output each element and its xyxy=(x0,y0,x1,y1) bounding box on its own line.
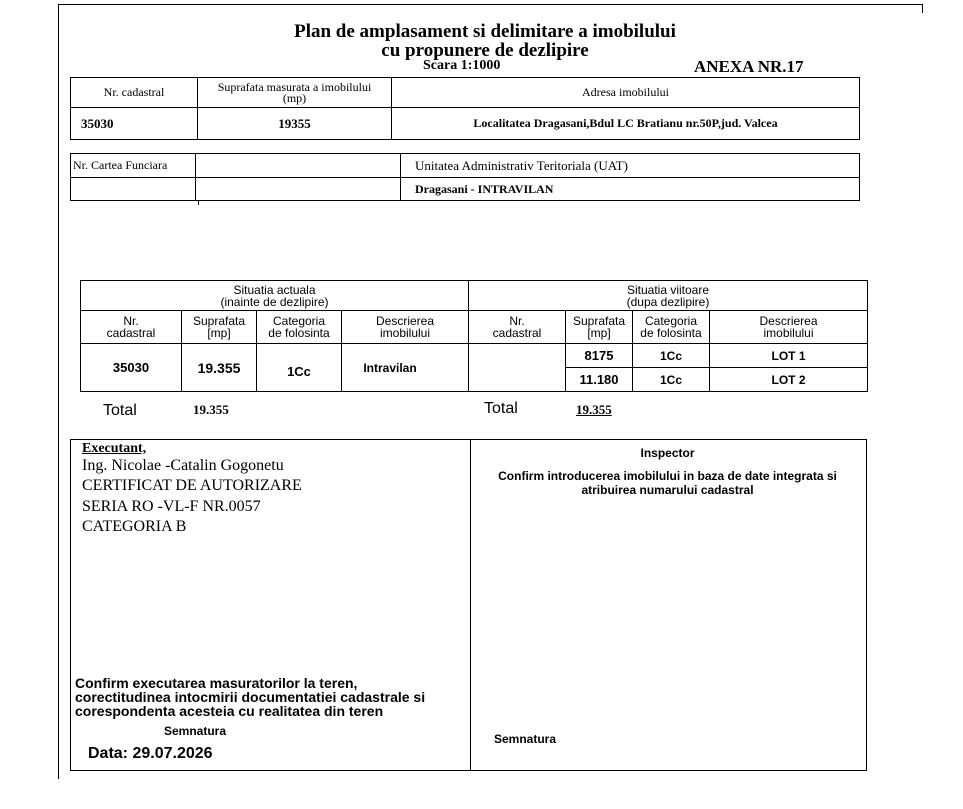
inspector-confirmation xyxy=(470,469,865,497)
executant-confirm-line2: corectitudinea intocmirii documentatiei cadastrale si xyxy=(75,689,426,705)
hdr-categoria-future xyxy=(633,311,710,344)
future-nr-cadastral-empty xyxy=(469,344,566,392)
situatia-viitoare-title: Situatia viitoare xyxy=(626,282,710,297)
suprafata-value: 19355 xyxy=(198,108,392,140)
carte-funciara-empty xyxy=(196,154,401,178)
nr-cadastral-value: 35030 xyxy=(71,108,198,140)
scale-label: Scara 1:1000 xyxy=(423,58,501,73)
future-lot2-categoria: 1Cc xyxy=(633,368,710,392)
title-line-1: Plan de amplasament si delimitare a imobilului xyxy=(294,21,676,42)
executant-label: Executant, xyxy=(82,441,147,456)
executant-confirm-line3: corespondenta acesteia cu realitatea din teren xyxy=(75,703,384,719)
executant-signature-label: Semnatura xyxy=(164,724,227,738)
hdr-suprafata-future xyxy=(566,311,633,344)
uat-label: Unitatea Administrativ Teritoriala (UAT) xyxy=(401,154,860,178)
future-lot1-categoria: 1Cc xyxy=(633,344,710,368)
executant-confirm-line1: Confirm executarea masuratorilor la teren, xyxy=(75,675,358,691)
actual-suprafata: 19.355 xyxy=(182,344,257,392)
col-suprafata-line2: (mp) xyxy=(282,90,307,105)
total-actual-value: 19.355 xyxy=(193,402,229,417)
situatia-actuala-title: Situatia actuala xyxy=(233,282,316,297)
hdr-desc-l2-f: imobilului xyxy=(763,326,814,340)
hdr-supr-l1-f: Suprafata xyxy=(572,314,626,328)
adresa-value: Localitatea Dragasani,Bdul LC Bratianu nr.50P,jud. Valcea xyxy=(392,108,860,140)
actual-descriere: Intravilan xyxy=(342,344,469,392)
total-future-value: 19.355 xyxy=(576,402,612,417)
col-nr-cadastral: Nr. cadastral xyxy=(71,78,198,108)
situatia-actuala-subtitle: (inainte de dezlipire) xyxy=(220,294,329,309)
col-nr-carte-funciara: Nr. Cartea Funciara xyxy=(71,154,196,178)
inspector-confirm-line2: atribuirea numarului cadastral xyxy=(581,483,754,497)
hdr-nr-l2: cadastral xyxy=(106,326,156,340)
situatia-viitoare-subtitle: (dupa dezlipire) xyxy=(626,294,710,309)
future-lot1-suprafata: 8175 xyxy=(566,344,633,368)
uat-value: Dragasani - INTRAVILAN xyxy=(401,178,860,201)
hdr-desc-l1-f: Descrierea xyxy=(759,314,818,328)
hdr-supr-l1: Suprafata xyxy=(192,314,246,328)
seria-certificat: SERIA RO -VL-F NR.0057 xyxy=(82,498,261,515)
executant-date: Data: 29.07.2026 xyxy=(88,745,213,762)
carte-funciara-empty-2 xyxy=(196,178,401,201)
carte-funciara-table xyxy=(70,153,860,201)
hdr-desc-l1: Descrierea xyxy=(375,314,435,328)
executant-confirmation xyxy=(75,676,425,718)
total-actual-label: Total xyxy=(103,402,137,419)
hdr-supr-l2-f: [mp] xyxy=(587,326,611,340)
hdr-cat-l2-f: de folosinta xyxy=(640,326,702,340)
document-title xyxy=(260,22,710,60)
hdr-nr-l2-f: cadastral xyxy=(492,326,542,340)
hdr-descriere-future xyxy=(710,311,868,344)
future-lot2-suprafata: 11.180 xyxy=(566,368,633,392)
carte-funciara-value-empty xyxy=(71,178,196,201)
frame-top-line xyxy=(58,4,923,5)
future-lot1-descriere: LOT 1 xyxy=(710,344,868,368)
frame-right-line xyxy=(922,4,923,13)
situatia-viitoare-header xyxy=(469,281,868,311)
hdr-nr-cadastral-future xyxy=(469,311,566,344)
categoria-certificat: CATEGORIA B xyxy=(82,518,187,535)
hdr-suprafata-actual xyxy=(182,311,257,344)
col-adresa: Adresa imobilului xyxy=(392,78,860,108)
situation-table xyxy=(80,280,868,392)
col-suprafata-line1: Suprafata masurata a imobilului xyxy=(217,79,372,94)
title-line-2: cu propunere de dezlipire xyxy=(381,40,589,61)
hdr-nr-cadastral-actual xyxy=(81,311,182,344)
future-lot2-descriere: LOT 2 xyxy=(710,368,868,392)
inspector-confirm-line1: Confirm introducerea imobilului in baza de date integrata si xyxy=(498,469,837,483)
hdr-desc-l2: imobilului xyxy=(379,326,431,340)
situatia-actuala-header xyxy=(81,281,469,311)
actual-nr-cadastral: 35030 xyxy=(81,344,182,392)
actual-categoria: 1Cc xyxy=(257,344,342,392)
hdr-supr-l2: [mp] xyxy=(207,326,231,340)
hdr-nr-l1: Nr. xyxy=(123,314,139,328)
total-future-label: Total xyxy=(484,400,518,417)
hdr-categoria-actual xyxy=(257,311,342,344)
hdr-nr-l1-f: Nr. xyxy=(509,314,525,328)
executant-name: Ing. Nicolae -Catalin Gogonetu xyxy=(82,457,284,474)
hdr-descriere-actual xyxy=(342,311,469,344)
hdr-cat-l1-f: Categoria xyxy=(644,314,698,328)
hdr-cat-l1: Categoria xyxy=(272,314,326,328)
col-suprafata xyxy=(198,78,392,108)
anexa-label: ANEXA NR.17 xyxy=(694,57,804,76)
certificat-autorizare: CERTIFICAT DE AUTORIZARE xyxy=(82,477,302,494)
inspector-title: Inspector xyxy=(640,446,695,460)
carte-table-tail-line xyxy=(198,200,199,205)
inspector-signature-label: Semnatura xyxy=(494,732,557,746)
frame-left-line xyxy=(58,4,59,779)
cadastral-table xyxy=(70,77,860,140)
hdr-cat-l2: de folosinta xyxy=(268,326,330,340)
